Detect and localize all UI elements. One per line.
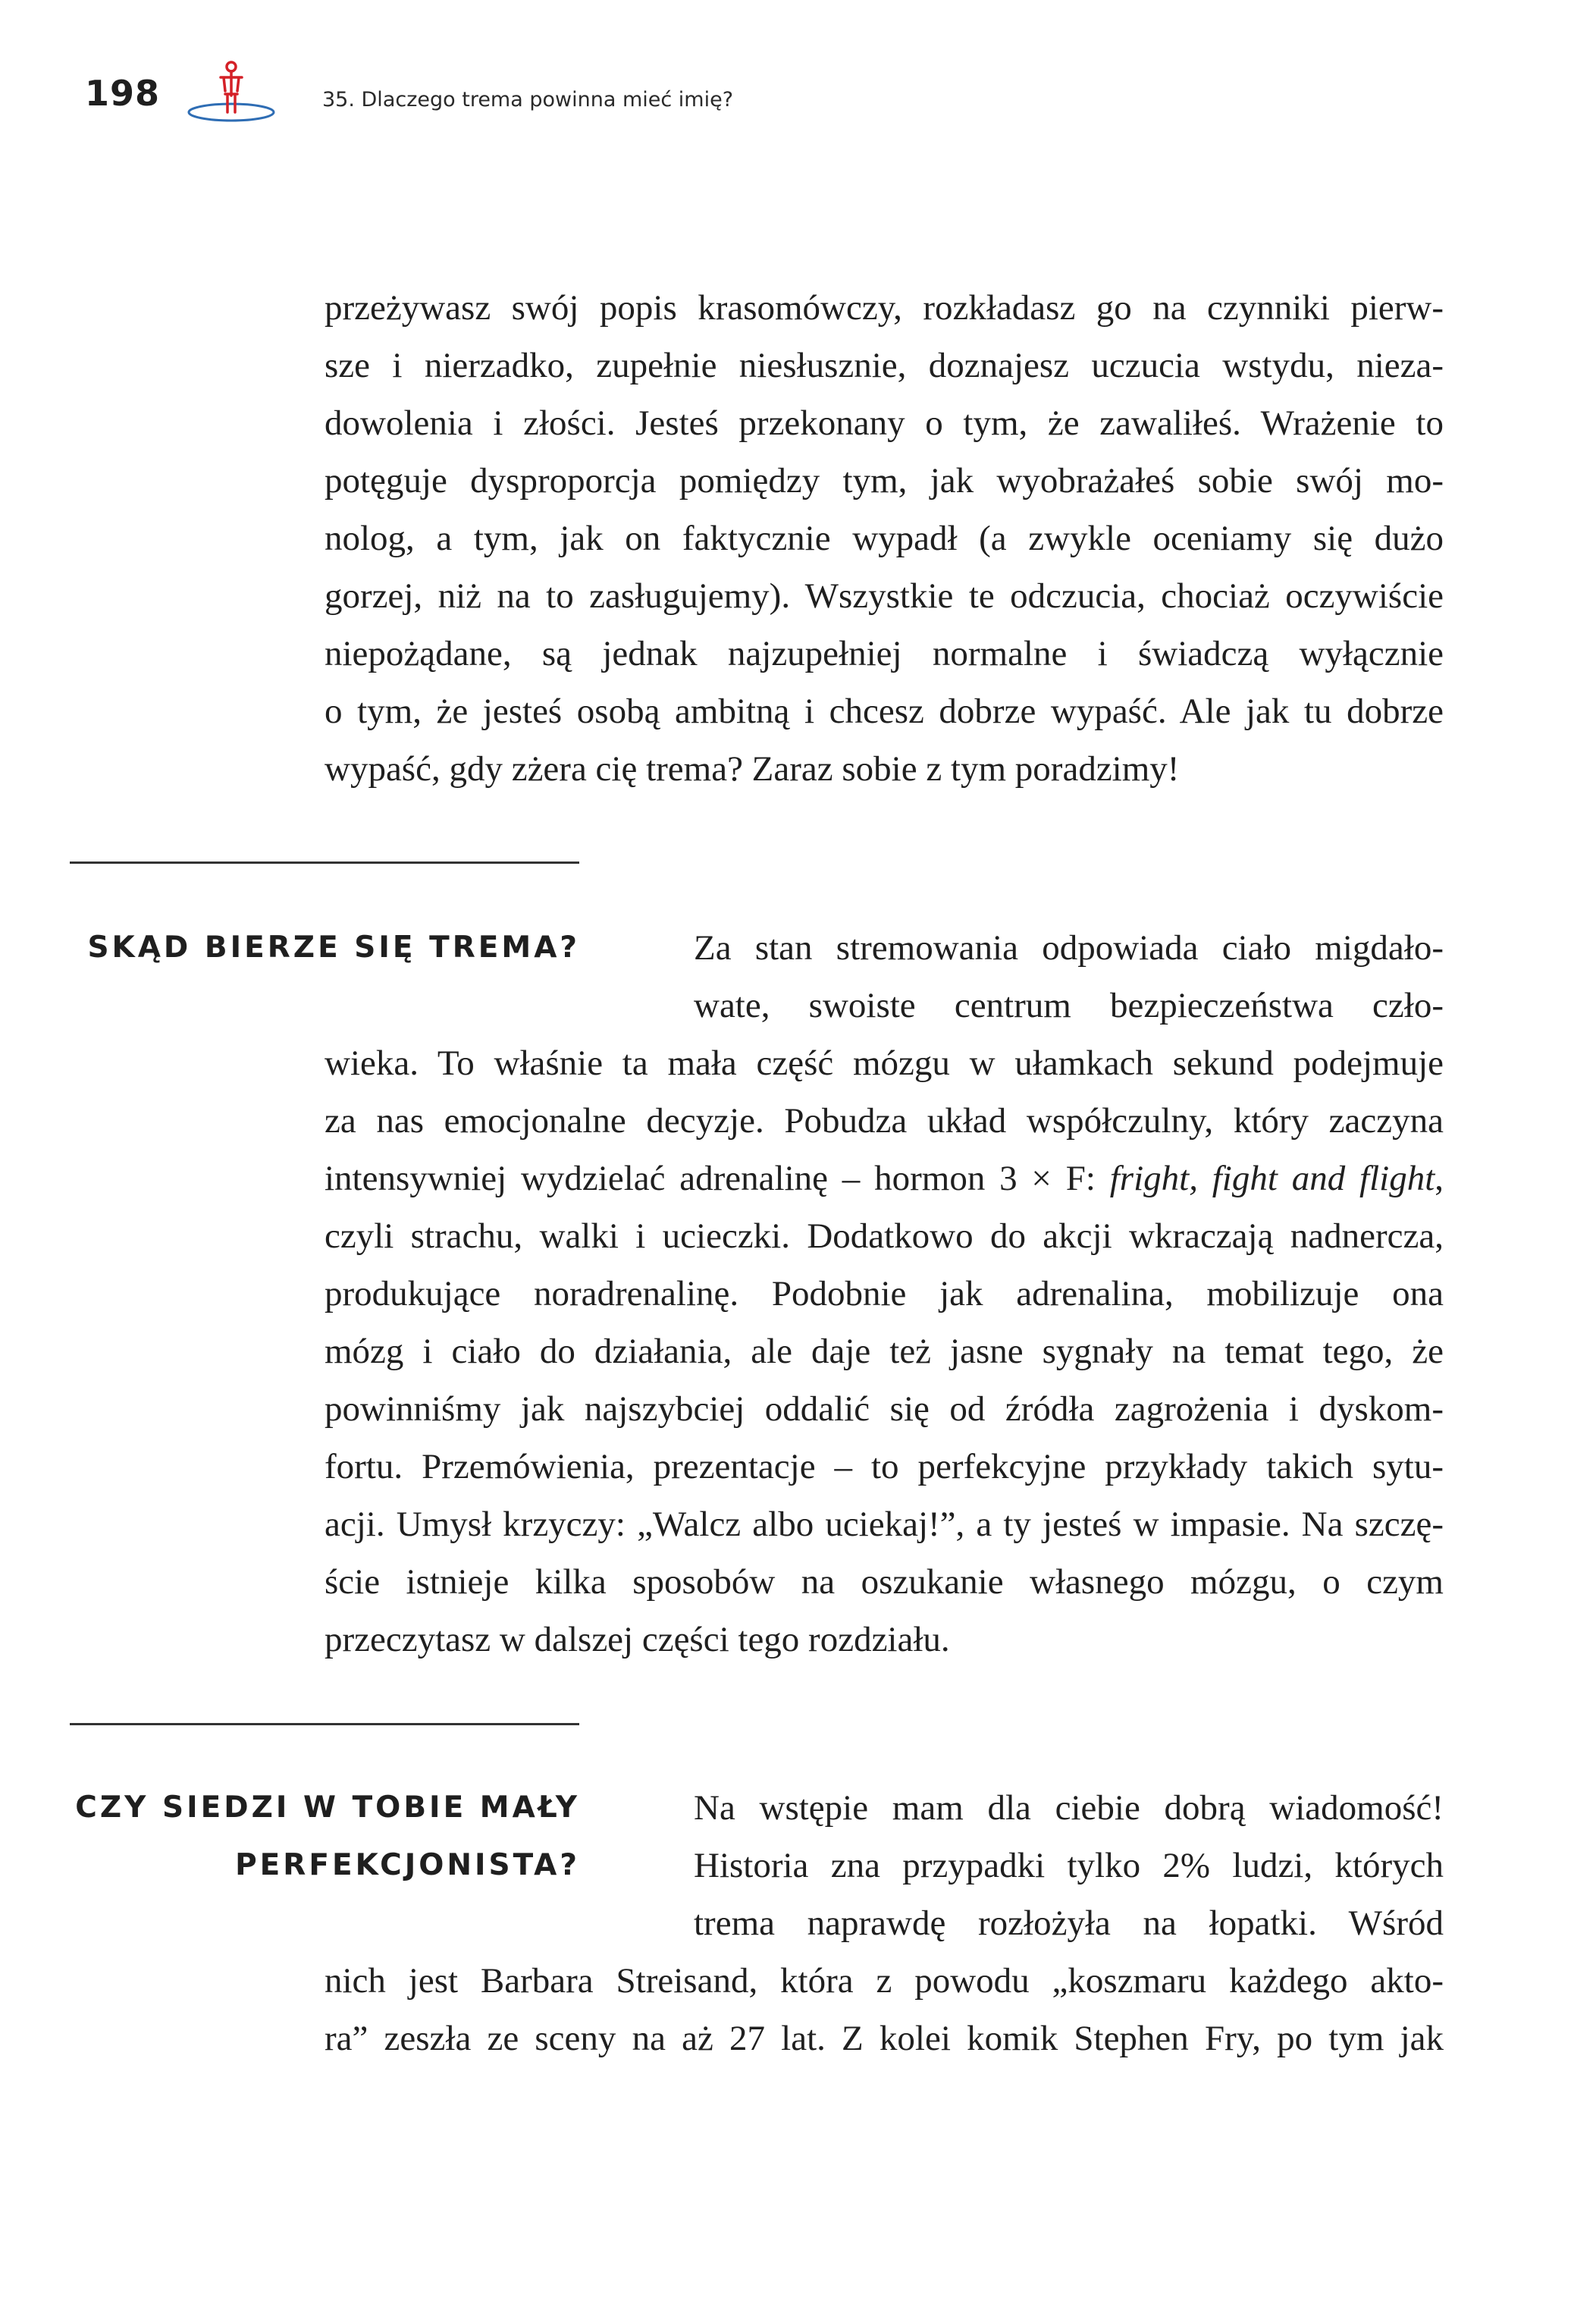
person-on-stage-icon [186, 58, 277, 133]
section-divider [70, 861, 579, 864]
text-line: przeczytasz w dalszej części tego rozdziału. [325, 1620, 950, 1659]
text-line: wypaść, gdy zżera cię trema? Zaraz sobie z tym poradzimy! [325, 749, 1180, 789]
text-line: sze i nierzadko, zupełnie niesłusznie, doznajesz uczucia wstydu, nieza- [325, 346, 1444, 385]
heading-line: PERFEKCJONISTA? [235, 1848, 580, 1882]
section-divider [70, 1723, 579, 1725]
page-number: 198 [85, 73, 161, 114]
section2-paragraph [325, 1779, 1444, 2067]
text-line: acji. Umysł krzyczy: „Walcz albo uciekaj!”, a ty jesteś w impasie. Na szczę- [325, 1505, 1444, 1544]
text-line: fortu. Przemówienia, prezentacje – to perfekcyjne przykłady takich sytu- [325, 1447, 1444, 1486]
text-line: przeżywasz swój popis krasomówczy, rozkładasz go na czynniki pierw- [325, 288, 1444, 328]
text-segment: , [1435, 1159, 1444, 1198]
text-segment: intensywniej wydzielać adrenalinę – hormon 3 × F: [325, 1159, 1110, 1198]
text-line: nich jest Barbara Streisand, która z powodu „koszmaru każdego akto- [325, 1961, 1444, 2001]
text-line: za nas emocjonalne decyzje. Pobudza układ współczulny, który zaczyna [325, 1101, 1444, 1141]
section1-paragraph [325, 919, 1444, 1668]
text-line: mózg i ciało do działania, ale daje też jasne sygnały na temat tego, że [325, 1332, 1444, 1371]
text-line [325, 1150, 1444, 1207]
heading-line: CZY SIEDZI W TOBIE MAŁY [75, 1790, 580, 1825]
heading-line: SKĄD BIERZE SIĘ TREMA? [87, 931, 580, 965]
text-line: Za stan stremowania odpowiada ciało migdało- [694, 928, 1444, 968]
text-line: potęguje dysproporcja pomiędzy tym, jak wyobrażałeś sobie swój mo- [325, 461, 1444, 501]
text-line: powinniśmy jak najszybciej oddalić się od źródła zagrożenia i dyskom- [325, 1389, 1444, 1429]
text-line: gorzej, niż na to zasługujemy). Wszystkie te odczucia, chociaż oczywiście [325, 576, 1444, 616]
text-line: o tym, że jesteś osobą ambitną i chcesz dobrze wypaść. Ale jak tu dobrze [325, 692, 1444, 731]
text-line: czyli strachu, walki i ucieczki. Dodatkowo do akcji wkraczają nadnercza, [325, 1216, 1444, 1256]
text-line: niepożądane, są jednak najzupełniej normalne i świadczą wyłącznie [325, 634, 1444, 673]
text-line: dowolenia i złości. Jesteś przekonany o tym, że zawaliłeś. Wrażenie to [325, 403, 1444, 443]
text-line: produkujące noradrenalinę. Podobnie jak adrenalina, mobilizuje ona [325, 1274, 1444, 1313]
text-line: wieka. To właśnie ta mała część mózgu w ułamkach sekund podejmuje [325, 1044, 1444, 1083]
text-line: Na wstępie mam dla ciebie dobrą wiadomość! [694, 1788, 1444, 1828]
running-header: 35. Dlaczego trema powinna mieć imię? [322, 88, 734, 111]
text-line: ście istnieje kilka sposobów na oszukanie własnego mózgu, o czym [325, 1562, 1444, 1602]
text-line: ra” zeszła ze sceny na aż 27 lat. Z kolei komik Stephen Fry, po tym jak [325, 2019, 1444, 2058]
text-line: nolog, a tym, jak on faktycznie wypadł (a zwykle oceniamy się dużo [325, 519, 1444, 558]
italic-phrase: fright, fight and flight [1109, 1159, 1435, 1198]
intro-paragraph [325, 279, 1444, 798]
text-line: trema naprawdę rozłożyła na łopatki. Wśród [694, 1903, 1444, 1943]
text-line: Historia zna przypadki tylko 2% ludzi, których [694, 1846, 1444, 1885]
text-line: wate, swoiste centrum bezpieczeństwa czło- [694, 986, 1444, 1025]
